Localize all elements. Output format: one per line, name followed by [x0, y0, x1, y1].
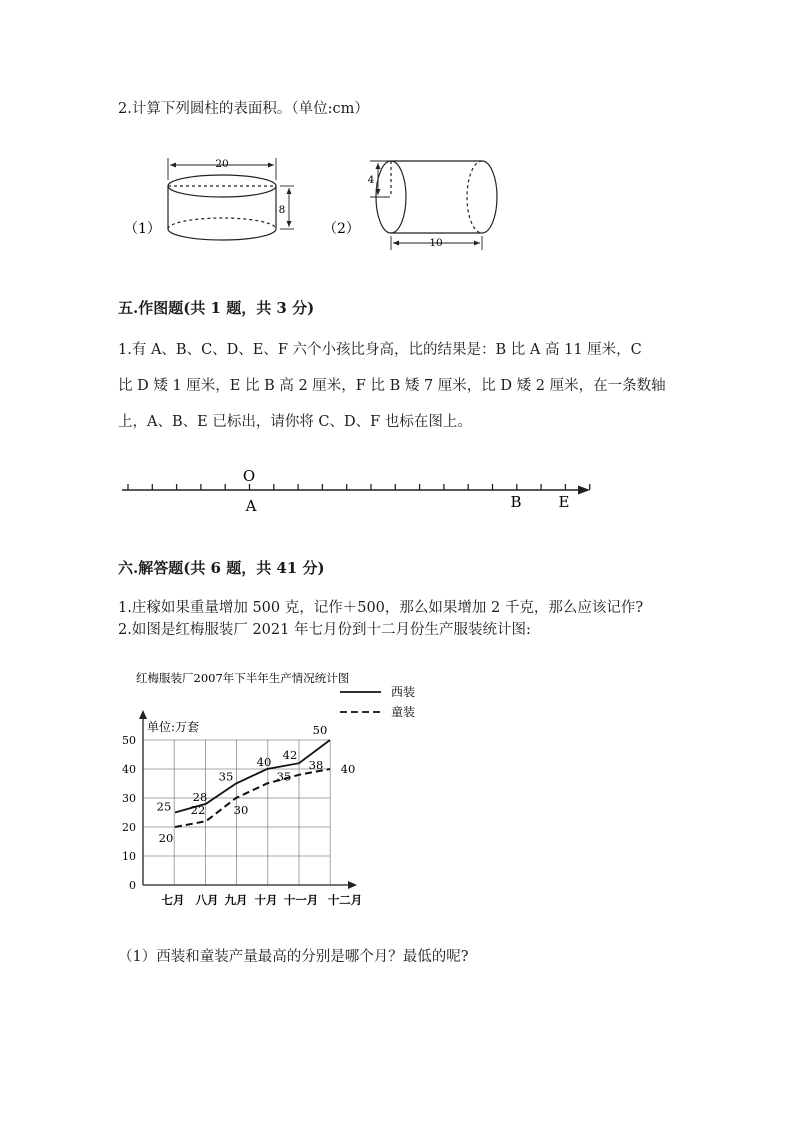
- chart-y-unit-label: 单位:万套: [147, 720, 200, 734]
- chart-x-tick-label: 八月: [195, 893, 219, 907]
- section-5-heading: 五.作图题(共 1 题，共 3 分): [118, 299, 315, 317]
- figure-1-label: （1）: [124, 221, 161, 237]
- section-5-q1-line-3: 上，A、B、E 已标出，请你将 C、D、F 也标在图上。: [118, 414, 472, 430]
- legend-label: 西装: [391, 685, 416, 699]
- chart-data-label: 35: [218, 769, 234, 784]
- chart-data-label: 40: [340, 762, 356, 776]
- chart-data-label: 30: [233, 803, 249, 817]
- chart-x-tick-label: 七月: [161, 893, 185, 907]
- chart-x-tick-label: 十月: [254, 893, 278, 907]
- chart-data-label: 50: [312, 723, 328, 737]
- cylinder-2-length-label: 10: [429, 237, 443, 249]
- section-5-q1-line-2: 比 D 矮 1 厘米，E 比 B 高 2 厘米，F 比 B 矮 7 厘米，比 D 矮 2 厘米，在一条数轴: [118, 378, 666, 394]
- chart-y-ticks: [122, 734, 136, 892]
- cylinder-2-diameter-label: 4: [367, 174, 375, 186]
- section-6-q2: 2.如图是红梅服装厂 2021 年七月份到十二月份生产服装统计图:: [118, 622, 531, 638]
- figure-2-label: （2）: [323, 221, 360, 237]
- chart-y-tick-label: 50: [122, 734, 136, 747]
- chart-data-label: 38: [308, 757, 324, 772]
- chart-data-label: 20: [158, 831, 174, 845]
- section-6-heading: 六.解答题(共 6 题，共 41 分): [118, 559, 325, 577]
- legend-label: 童装: [391, 705, 416, 719]
- point-e-label: E: [558, 493, 570, 511]
- chart-x-tick-label: 十二月: [327, 893, 363, 907]
- section-6-q1: 1.庄稼如果重量增加 500 克，记作＋500，那么如果增加 2 千克，那么应该记作?: [118, 600, 644, 616]
- chart-x-tick-label: 九月: [224, 893, 248, 907]
- point-a-label: A: [245, 497, 257, 515]
- chart-y-tick-label: 40: [122, 763, 136, 776]
- section-6-sub-question-1: （1）西装和童装产量最高的分别是哪个月？最低的呢?: [118, 949, 469, 965]
- chart-y-tick-label: 10: [122, 850, 136, 863]
- point-b-label: B: [510, 493, 522, 511]
- chart-x-ticks: [162, 893, 363, 907]
- chart-y-axis-arrow-icon: [139, 710, 147, 719]
- cylinder-1-height-label: 8: [278, 204, 286, 216]
- chart-data-label: 22: [190, 803, 206, 818]
- origin-label: O: [242, 467, 256, 485]
- chart-y-tick-label: 0: [129, 879, 136, 892]
- chart-title: 红梅服装厂2007年下半年生产情况统计图: [136, 671, 350, 685]
- chart-y-tick-label: 20: [122, 821, 136, 834]
- chart-x-axis-arrow-icon: [348, 881, 357, 889]
- chart-data-label: 40: [256, 755, 272, 769]
- cylinder-1-diameter-label: 20: [215, 158, 229, 170]
- question-2-cylinder-text: 2.计算下列圆柱的表面积。（单位:cm）: [118, 101, 369, 117]
- chart-data-label: 35: [276, 769, 292, 784]
- chart-data-label: 25: [156, 799, 172, 814]
- chart-data-label: 28: [192, 789, 208, 804]
- chart-y-tick-label: 30: [122, 792, 136, 805]
- chart-data-label: 42: [282, 748, 298, 763]
- chart-legend: [340, 684, 415, 719]
- chart-x-tick-label: 十一月: [283, 893, 319, 907]
- section-5-q1-line-1: 1.有 A、B、C、D、E、F 六个小孩比身高，比的结果是：B 比 A 高 11 厘米，C: [118, 342, 642, 358]
